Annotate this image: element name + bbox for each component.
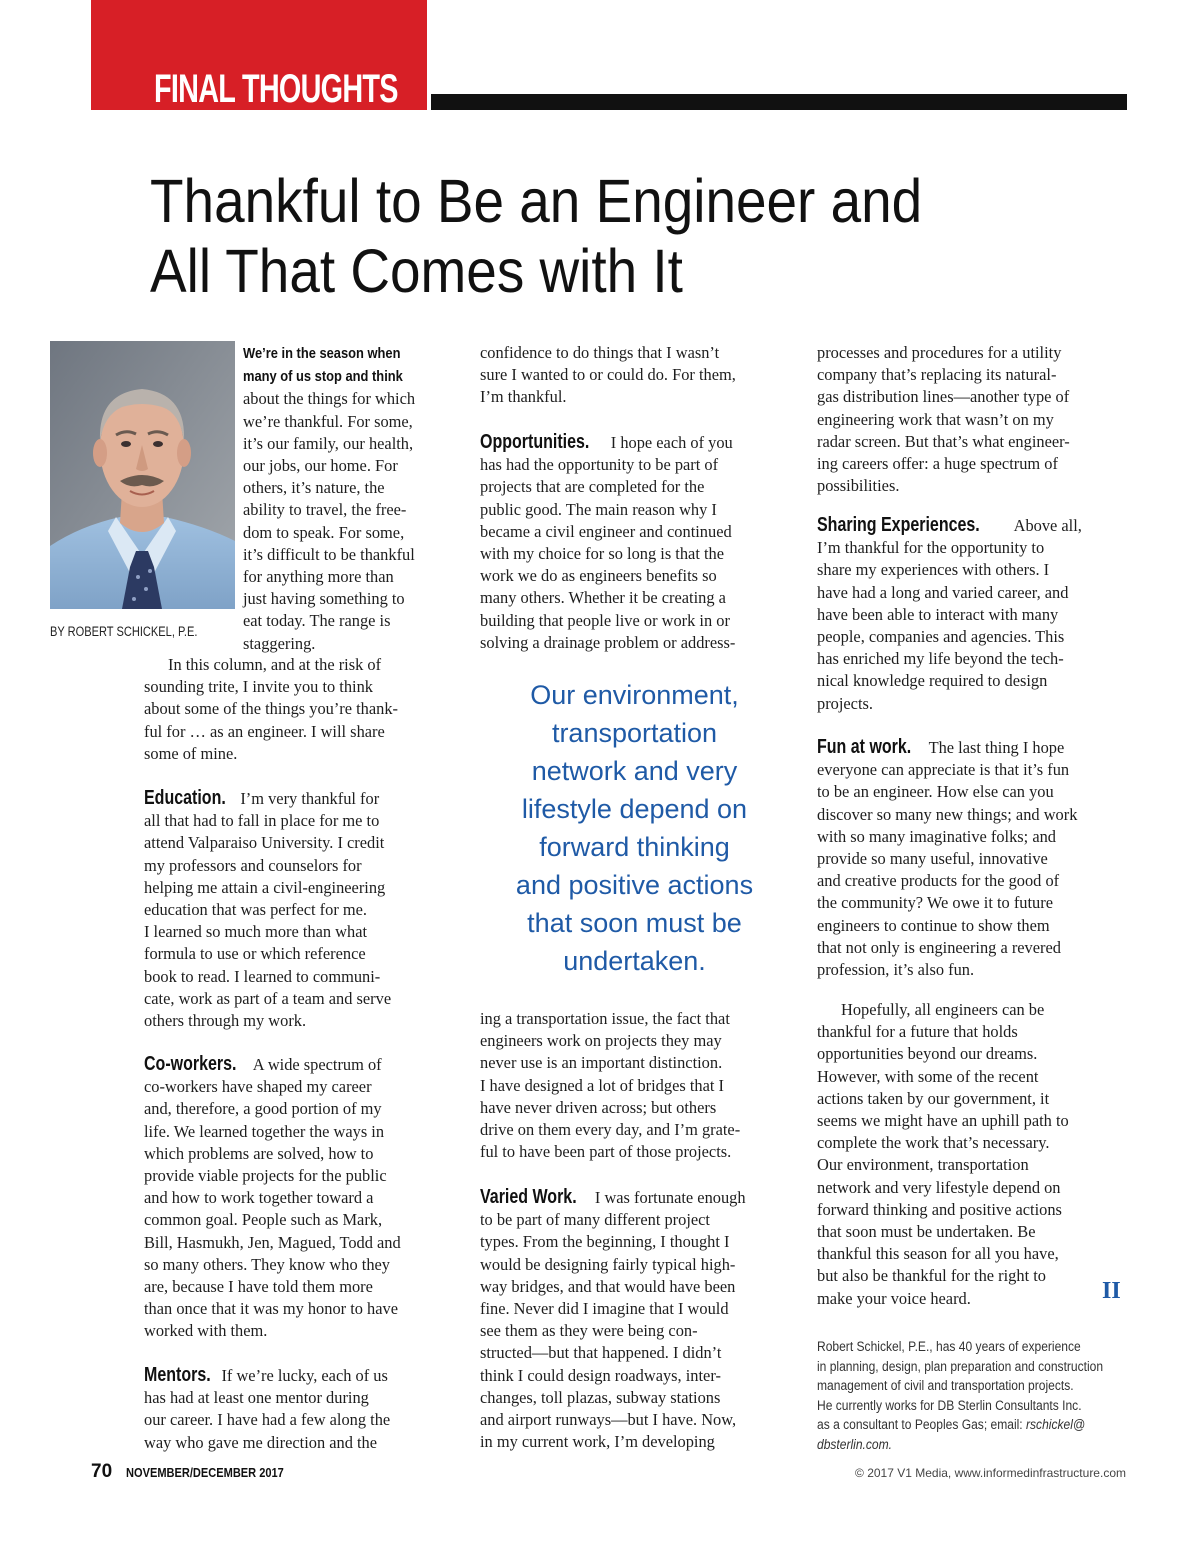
text-line: life. We learned together the ways in — [144, 1121, 385, 1141]
footer-left — [91, 1461, 312, 1483]
text-line: fine. Never did I imagine that I would — [480, 1299, 729, 1319]
section-heading: Varied Work. — [480, 1186, 577, 1208]
text-line: gas distribution lines—another type of — [817, 387, 1070, 407]
bio-line: Robert Schickel, P.E., has 40 years of experience — [817, 1339, 1081, 1354]
text-line: make your voice heard. — [817, 1288, 971, 1308]
text-line: thankful for a future that holds — [817, 1022, 1018, 1042]
text-line: opportunities beyond our dreams. — [817, 1044, 1038, 1064]
text-line: about some of the things you’re thank- — [144, 699, 398, 719]
pull-quote-line: network and very — [531, 756, 738, 786]
text-line: I’m thankful for the opportunity to — [817, 538, 1045, 558]
text-line: became a civil engineer and continued — [480, 521, 732, 541]
header-rule — [431, 94, 1127, 110]
text-line: drive on them every day, and I’m grate- — [480, 1120, 741, 1140]
text-line: it’s our family, our health, — [243, 433, 414, 453]
text-line: radar screen. But that’s what engineer- — [817, 431, 1070, 451]
text-line: are, because I have told them more — [144, 1277, 373, 1297]
pull-quote-line: that soon must be — [527, 908, 742, 938]
text-line: projects that are completed for the — [480, 477, 705, 497]
text-line: our career. I have had a few along the — [144, 1410, 391, 1430]
text-line: complete the work that’s necessary. — [817, 1133, 1050, 1153]
pull-quote-line: lifestyle depend on — [521, 794, 748, 824]
text-line: in my current work, I’m developing — [480, 1432, 715, 1452]
text-line: Bill, Hasmukh, Jen, Magued, Todd and — [144, 1232, 401, 1252]
text-line: co-workers have shaped my career — [144, 1077, 372, 1097]
text-line: others, it’s nature, the — [243, 478, 385, 498]
text-line: with so many imaginative folks; and — [817, 826, 1056, 846]
text-line: eat today. The range is — [243, 611, 391, 631]
text-line: the community? We owe it to future — [817, 893, 1053, 913]
section-heading: Mentors. — [144, 1364, 211, 1386]
text-line: to be part of many different project — [480, 1210, 710, 1230]
text-line: than once that it was my honor to have — [144, 1299, 398, 1319]
text-line: discover so many new things; and work — [817, 804, 1078, 824]
text-line: way who gave me direction and the — [144, 1432, 378, 1452]
author-bio — [817, 1337, 1137, 1455]
text-line: that soon must be undertaken. Be — [817, 1222, 1036, 1242]
text-line: changes, toll plazas, subway stations — [480, 1387, 721, 1407]
text-line: thankful this season for all you have, — [817, 1244, 1059, 1264]
text-line: ability to travel, the free- — [243, 500, 407, 520]
text-line: engineering work that wasn’t on my — [817, 409, 1054, 429]
text-line: others through my work. — [144, 1011, 307, 1031]
pull-quote-line: and positive actions — [515, 870, 754, 900]
text-line: I have designed a lot of bridges that I — [480, 1075, 724, 1095]
text-line: public good. The main reason why I — [480, 499, 717, 519]
varied-work-section — [480, 1186, 746, 1453]
text-line: just having something to — [243, 589, 405, 609]
text-line: network and very lifestyle depend on — [817, 1177, 1061, 1197]
text-line: engineers to continue to show them — [817, 915, 1050, 935]
text-line: structed—but that happened. I didn’t — [480, 1343, 722, 1363]
text-line: all that had to fall in place for me to — [144, 811, 380, 831]
pull-quote-line: transportation — [551, 718, 718, 748]
text-line: with my choice for so long is that the — [480, 544, 724, 564]
section-heading: Fun at work. — [817, 736, 912, 758]
text-line: building that people live or work in or — [480, 610, 730, 630]
section-label: FINAL THOUGHTS — [154, 67, 398, 111]
text-line: but also be thankful for the right to — [817, 1266, 1046, 1286]
section-first-line: Sharing Experiences. Above all, — [817, 514, 1082, 536]
title-line: Thankful to Be an Engineer and — [150, 167, 923, 235]
closing-paragraph — [817, 999, 1069, 1310]
text-line: to be an engineer. How else can you — [817, 782, 1054, 802]
text-line: possibilities. — [817, 476, 900, 496]
text-line: some of mine. — [144, 743, 238, 763]
section-heading: Education. — [144, 787, 226, 809]
text-line: worked with them. — [144, 1321, 268, 1341]
text-line: my professors and counselors for — [144, 855, 362, 875]
text-line: we’re thankful. For some, — [243, 411, 413, 431]
text-line: However, with some of the recent — [817, 1066, 1039, 1086]
text-line: would be designing fairly typical high- — [480, 1254, 736, 1274]
intro-lead-block — [243, 342, 429, 655]
fun-at-work-section — [817, 736, 1077, 981]
issue-date: NOVEMBER/DECEMBER 2017 — [126, 1465, 284, 1480]
text-line: work we do as engineers benefits so — [480, 566, 717, 586]
lead-line: We’re in the season when — [243, 345, 401, 362]
text-line: for anything more than — [243, 567, 394, 587]
bio-line: He currently works for DB Sterlin Consultants Inc. — [817, 1397, 1082, 1413]
text-line: Hopefully, all engineers can be — [841, 1000, 1045, 1019]
text-line: staggering. — [243, 633, 316, 653]
text-line: ing careers offer: a huge spectrum of — [817, 454, 1058, 474]
text-line: forward thinking and positive actions — [817, 1199, 1062, 1219]
pull-quote-line: undertaken. — [563, 946, 706, 976]
text-line: people, companies and agencies. This — [817, 627, 1065, 647]
author-portrait-image — [50, 341, 235, 609]
section-tab — [91, 0, 427, 110]
section-first-line: Fun at work. The last thing I hope — [817, 736, 1065, 758]
author-photo — [50, 341, 235, 609]
coworkers-section — [144, 1053, 401, 1343]
text-line: have been able to interact with many — [817, 604, 1059, 624]
text-line: ing a transportation issue, the fact that — [480, 1009, 730, 1028]
text-line: education that was perfect for me. — [144, 900, 367, 920]
bio-email-link[interactable]: rschickel@ — [1026, 1417, 1086, 1433]
text-line: types. From the beginning, I thought I — [480, 1232, 730, 1252]
text-line: solving a drainage problem or address- — [480, 632, 736, 652]
education-section — [144, 787, 391, 1032]
pull-quote — [478, 676, 791, 980]
pull-quote-line: forward thinking — [539, 832, 730, 862]
text-line: have had a long and varied career, and — [817, 582, 1069, 602]
text-line: which problems are solved, how to — [144, 1143, 374, 1163]
text-line: and, therefore, a good portion of my — [144, 1099, 382, 1119]
text-line: dom to speak. For some, — [243, 522, 405, 542]
bio-line — [817, 1435, 1105, 1455]
col3-top — [817, 342, 1070, 497]
bio-line: management of civil and transportation projects. — [817, 1378, 1074, 1394]
text-line: has had the opportunity to be part of — [480, 455, 719, 475]
text-line: projects. — [817, 693, 873, 713]
intro-paragraph — [144, 654, 398, 765]
text-line: sounding trite, I invite you to think — [144, 677, 373, 697]
text-line: has enriched my life beyond the tech- — [817, 649, 1064, 669]
text-line: sure I wanted to or could do. For them, — [480, 365, 736, 385]
section-heading: Sharing Experiences. — [817, 514, 980, 536]
bio-email-domain[interactable]: dbsterlin.com. — [817, 1436, 893, 1452]
text-line: our jobs, our home. For — [243, 456, 398, 476]
text-line: helping me attain a civil-engineering — [144, 877, 386, 897]
text-line: In this column, and at the risk of — [168, 655, 382, 674]
text-line: Our environment, transportation — [817, 1155, 1029, 1175]
text-line: actions taken by our government, it — [817, 1088, 1050, 1108]
text-line: so many others. They know who they — [144, 1254, 390, 1274]
text-line: see them as they were being con- — [480, 1321, 698, 1341]
text-line: cate, work as part of a team and serve — [144, 988, 392, 1008]
text-line: processes and procedures for a utility — [817, 343, 1062, 362]
article-title — [150, 166, 1050, 306]
text-line: I learned so much more than what — [144, 922, 368, 942]
section-first-line: Co-workers. A wide spectrum of — [144, 1053, 382, 1075]
text-line: I’m thankful. — [480, 387, 567, 407]
text-line: seems we might have an uphill path to — [817, 1111, 1069, 1131]
text-line: and how to work together toward a — [144, 1188, 374, 1208]
col2-top — [480, 342, 736, 409]
text-line: has had at least one mentor during — [144, 1388, 369, 1408]
mentors-section — [144, 1364, 390, 1454]
section-first-line: Mentors. If we’re lucky, each of us — [144, 1364, 388, 1386]
pull-quote-line: Our environment, — [530, 680, 739, 710]
text-line: and airport runways—but I have. Now, — [480, 1410, 737, 1430]
col2-continued — [480, 1008, 740, 1163]
section-first-line: Education. I’m very thankful for — [144, 787, 380, 809]
footer-copyright: © 2017 V1 Media, www.informedinfrastructure.com — [855, 1466, 1126, 1480]
title-line: All That Comes with It — [150, 237, 683, 305]
bio-line: as a consultant to Peoples Gas; email: rschickel@ — [817, 1417, 1086, 1433]
section-heading: Opportunities. — [480, 431, 590, 453]
text-line: it’s difficult to be thankful — [243, 544, 415, 564]
text-line: company that’s replacing its natural- — [817, 365, 1057, 385]
end-mark-icon: II — [1102, 1278, 1121, 1304]
text-line: provide viable projects for the public — [144, 1166, 387, 1186]
text-line: that not only is engineering a revered — [817, 937, 1061, 957]
section-heading: Co-workers. — [144, 1053, 237, 1075]
lead-line: many of us stop and think — [243, 368, 403, 386]
page-number: 70 — [91, 1461, 113, 1482]
text-line: profession, it’s also fun. — [817, 960, 975, 980]
text-line: confidence to do things that I wasn’t — [480, 343, 720, 362]
opportunities-section — [480, 431, 735, 654]
text-line: never use is an important distinction. — [480, 1053, 723, 1073]
bio-line: in planning, design, plan preparation and construction — [817, 1358, 1104, 1374]
text-line: ful for … as an engineer. I will share — [144, 721, 385, 741]
section-first-line: Varied Work. I was fortunate enough — [480, 1186, 746, 1208]
text-line: engineers work on projects they may — [480, 1031, 722, 1051]
text-line: attend Valparaiso University. I credit — [144, 833, 385, 853]
text-line: share my experiences with others. I — [817, 560, 1050, 580]
byline: BY ROBERT SCHICKEL, P.E. — [50, 624, 198, 639]
text-line: way bridges, and that would have been — [480, 1276, 736, 1296]
text-line: think I could design roadways, inter- — [480, 1365, 721, 1385]
text-line: many others. Whether it be creating a — [480, 588, 726, 608]
text-line: nical knowledge required to design — [817, 671, 1048, 691]
text-line: provide so many useful, innovative — [817, 849, 1048, 869]
text-line: and creative products for the good of — [817, 871, 1060, 891]
text-line: book to read. I learned to communi- — [144, 966, 381, 986]
text-line: have never driven across; but others — [480, 1097, 717, 1117]
text-line: common goal. People such as Mark, — [144, 1210, 383, 1230]
text-line: ful to have been part of those projects. — [480, 1142, 732, 1162]
text-line: formula to use or which reference — [144, 944, 366, 964]
sharing-section — [817, 514, 1082, 715]
text-line: everyone can appreciate is that it’s fun — [817, 760, 1070, 780]
text-line: about the things for which — [243, 389, 416, 409]
section-first-line: Opportunities. I hope each of you — [480, 431, 733, 453]
